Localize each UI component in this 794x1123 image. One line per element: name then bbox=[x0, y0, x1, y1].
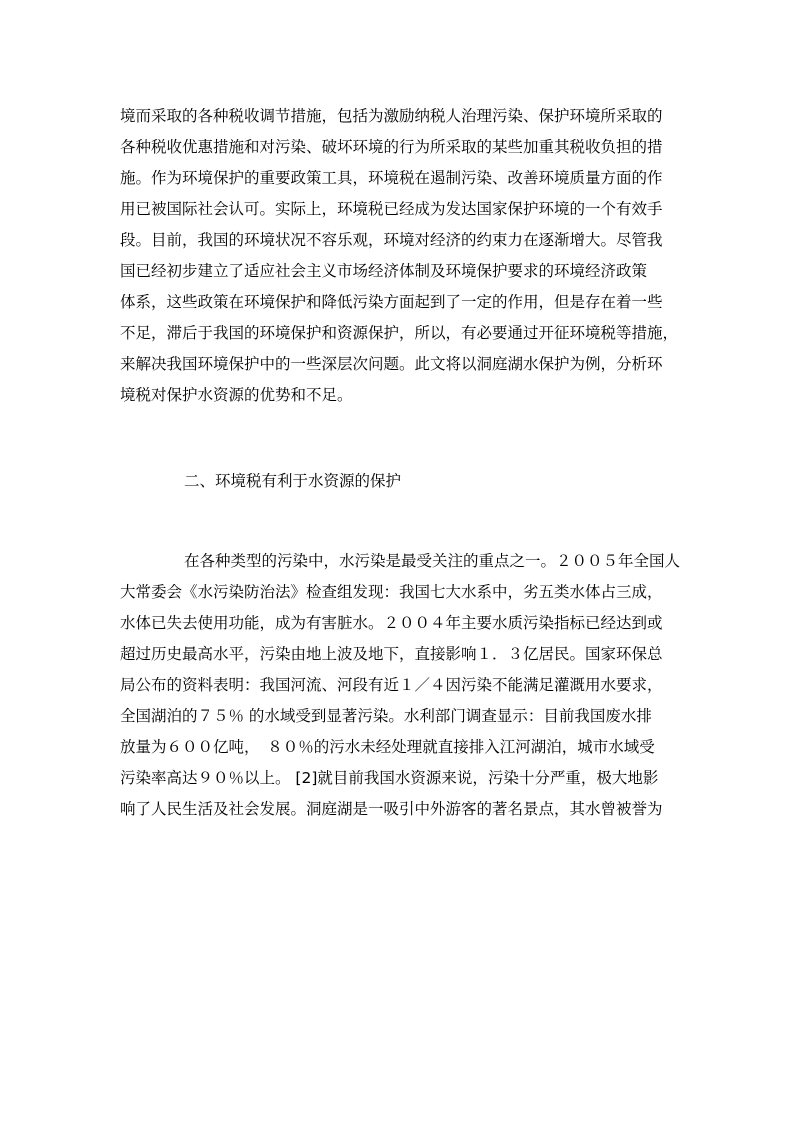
paragraph-line: 全国湖泊的７５％ 的水域受到显著污染。水利部门调查显示：目前我国废水排 bbox=[120, 707, 652, 725]
paragraph-line: 各种税收优惠措施和对污染、破坏环境的行为所采取的某些加重其税收负担的措 bbox=[120, 138, 663, 156]
paragraph-line: 体系，这些政策在环境保护和降低污染方面起到了一定的作用，但是存在着一些 bbox=[120, 293, 663, 311]
paragraph-line: 水体已失去使用功能，成为有害脏水。２００４年主要水质污染指标已经达到或 bbox=[120, 614, 663, 632]
paragraph-line: 国已经初步建立了适应社会主义市场经济体制及环境保护要求的环境经济政策 bbox=[120, 262, 648, 280]
paragraph-line: 放量为６００亿吨， ８０％的污水未经处理就直接排入江河湖泊，城市水域受 bbox=[120, 738, 655, 756]
paragraph-line: 用已被国际社会认可。实际上，环境税已经成为发达国家保护环境的一个有效手 bbox=[120, 200, 663, 218]
paragraph-line: 施。作为环境保护的重要政策工具，环境税在遏制污染、改善环境质量方面的作 bbox=[120, 169, 663, 187]
paragraph-line: 来解决我国环境保护中的一些深层次问题。此文将以洞庭湖水保护为例，分析环 bbox=[120, 355, 663, 373]
paragraph-line: 段。目前，我国的环境状况不容乐观，环境对经济的约束力在逐渐增大。尽管我 bbox=[120, 231, 663, 249]
paragraph-line: 境而采取的各种税收调节措施，包括为激励纳税人治理污染、保护环境所采取的 bbox=[120, 107, 663, 125]
paragraph-line: 不足，滞后于我国的环境保护和资源保护，所以，有必要通过开征环境税等措施， bbox=[120, 324, 679, 342]
paragraph-line: 在各种类型的污染中，水污染是最受关注的重点之一。２００５年全国人 bbox=[184, 552, 681, 570]
section-heading: 二、环境税有利于水资源的保护 bbox=[184, 472, 402, 490]
paragraph-line: 响了人民生活及社会发展。洞庭湖是一吸引中外游客的著名景点，其水曾被誉为 bbox=[120, 800, 663, 818]
paragraph-line: 局公布的资料表明：我国河流、河段有近１／４因污染不能满足灌溉用水要求， bbox=[120, 676, 663, 694]
paragraph-line: 大常委会《水污染防治法》检查组发现：我国七大水系中，劣五类水体占三成， bbox=[120, 583, 663, 601]
paragraph-line: 境税对保护水资源的优势和不足。 bbox=[120, 386, 353, 404]
paragraph-line: 超过历史最高水平，污染由地上波及地下，直接影响１．３亿居民。国家环保总 bbox=[120, 645, 663, 663]
paragraph-line: 污染率高达９０％以上。 [2]就目前我国水资源来说，污染十分严重，极大地影 bbox=[120, 769, 659, 787]
